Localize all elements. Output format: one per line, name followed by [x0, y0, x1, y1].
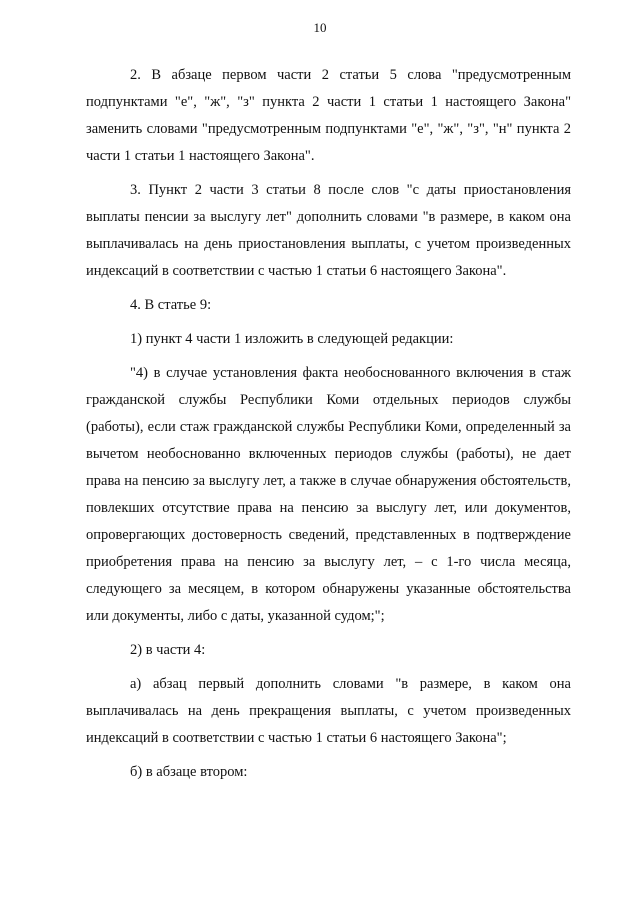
paragraph-subitem-4-1: 1) пункт 4 части 1 изложить в следующей редакции: — [130, 331, 454, 347]
paragraph-subitem-b: б) в абзаце втором: — [130, 764, 248, 780]
page-number: 10 — [313, 20, 327, 35]
paragraph-item-3: 3. Пункт 2 части 3 статьи 8 после слов "с даты приостановления выплаты пенсии за выслугу лет" дополнить словами "в размере, в каком она выплачивалась на день приостановления выплаты, с учетом произведенных индексаций в соответствии с частью 1 статьи 6 настоящего Закона". — [86, 182, 571, 279]
paragraph-subitem-a: а) абзац первый дополнить словами "в размере, в каком она выплачивалась на день прекращения выплаты, с учетом произведенных индексаций в соответствии с частью 1 статьи 6 настоящего Закона"; — [86, 676, 571, 746]
paragraph-item-2: 2. В абзаце первом части 2 статьи 5 слова "предусмотренным подпунктами "е", "ж", "з" пункта 2 части 1 статьи 1 настоящего Закона" заменить словами "предусмотренным подпунктами "е", "ж", "з", "н" пункта 2 части 1 статьи 1 настоящего Закона". — [86, 67, 571, 164]
paragraph-subitem-4-2: 2) в части 4: — [130, 642, 206, 658]
document-body — [86, 62, 571, 793]
paragraph-item-4: 4. В статье 9: — [130, 297, 212, 313]
paragraph-quoted-point-4: "4) в случае установления факта необоснованного включения в стаж гражданской службы Республики Коми отдельных периодов службы (работы), если стаж гражданской службы Республики Коми, определенный за вычетом необоснованно включенных периодов службы (работы), не дает права на пенсию за выслугу лет, а также в случае обнаружения обстоятельств, повлекших отсутствие права на пенсию за выслугу лет, или документов, опровергающих достоверность сведений, представленных в подтверждение приобретения права на пенсию за выслугу лет, – с 1-го числа месяца, следующего за месяцем, в котором обнаружены указанные обстоятельства или документы, либо с даты, указанной судом;"; — [86, 365, 571, 624]
